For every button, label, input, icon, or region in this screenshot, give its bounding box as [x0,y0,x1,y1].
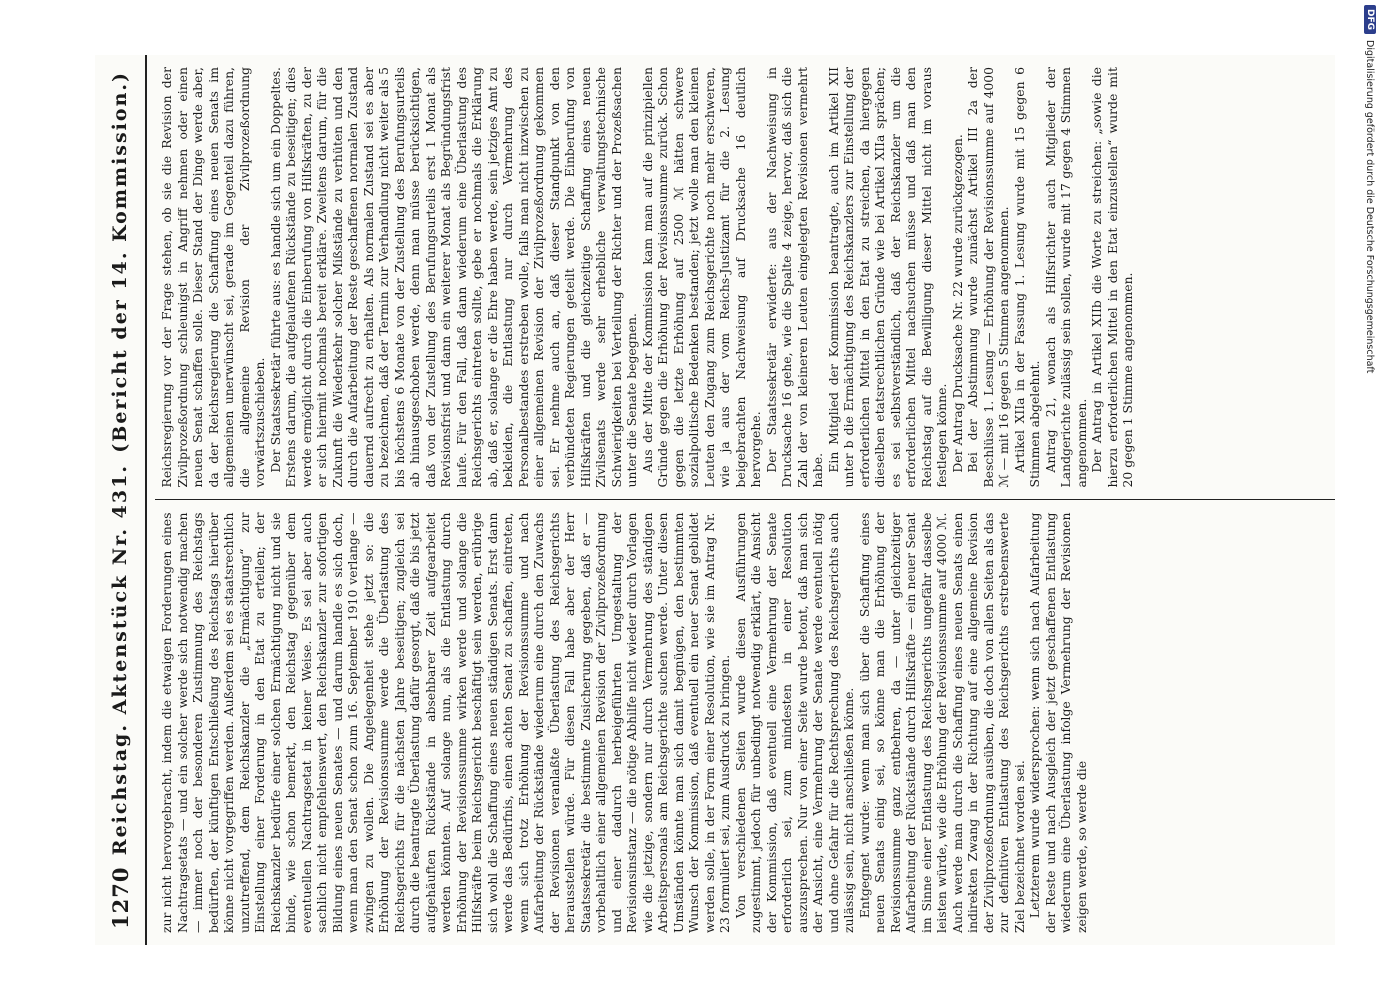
header-left-title: Reichstag. Aktenstück Nr. 431. [109,464,131,856]
header-right-title: (Bericht der 14. Kommission.) [109,71,131,453]
paragraph: Der Staatssekretär führte aus: es handle sich um ein Doppeltes. Erstens darum, die aufgelaufenen Rückstände zu beseitigen; dies werde ermöglicht durch die Einberufung von Hilfskräften, zu der er sich hiermit nochmals bereit erkläre. Zweitens darum, für die Zukunft die Wiederkehr solcher Mißstände zu verhüten und den durch die Aufarbeitung der Reste geschaffenen normalen Zustand dauernd aufrecht zu erhalten. Als normalen Zustand sei es aber zu bezeichnen, daß der Termin zur Verhandlung nicht weiter als 5 bis höchstens 6 Monate von der Zustellung des Berufungsurteils ab hinausgeschoben werde, denn man müsse berücksichtigen, daß von der Zustellung des Berufungsurteils erst 1 Monat als Revisionsfrist und dann ein weiterer Monat als Begründungsfrist laufe. Für den Fall, daß dann wiederum eine Überlastung des Reichsgerichts eintreten sollte, gebe er nochmals die Erklärung ab, daß er, solange er die Ehre haben werde, sein jetziges Amt zu bekleiden, die Entlastung nur durch Vermehrung des Personalbestandes erstreben wolle, falls man nicht inzwischen zu einer allgemeinen Revision der Zivilprozeßordnung gekommen sei. Er nehme auch an, daß dieser Standpunkt von den verbündeten Regierungen geteilt werde. Die Einberufung von Hilfskräften und die gleichzeitige Schaffung eines neuen Zivilsenats werde sehr erhebliche verwaltungstechnische Schwierigkeiten bei Verteilung der Richter und der Prozeßsachen unter die Senate begegnen. [267,67,639,488]
credit-text: Digitalisierung gefördert durch die Deutsche Forschungsgemeinschaft [1364,40,1376,374]
paragraph: Bei der Abstimmung wurde zunächst Artikel III 2a der Beschlüsse 1. Lesung — Erhöhung der Revisionssumme auf 4000 ℳ — mit 16 gegen 5 Stimmen angenommen. [965,67,1011,488]
text-columns [155,55,1335,945]
paragraph: Von verschiedenen Seiten wurde diesen Ausführungen zugestimmt, jedoch für unbedingt notwendig erklärt, die Ansicht der Kommission, daß eventuell eine Vermehrung der Senate erforderlich sei, zum mindesten in einer Resolution auszusprechen. Nur von einer Seite wurde betont, daß man sich der Ansicht, eine Vermehrung der Senate werde eventuell nötig und ohne Gefahr für die Rechtsprechung des Reichsgerichts auch zulässig sein, nicht anschließen könne. [732,512,856,933]
paragraph: zur nicht hervorgebracht, indem die etwaigen Forderungen eines Nachtragsetats — und ein solcher werde sich notwendig machen — immer noch der besonderen Zustimmung des Reichstags bedürften, der künftigen Entschließung des Reichstags hierüber könne nicht vorgegriffen werden. Außerdem sei es staatsrechtlich unzutreffend, dem Reichskanzler die „Ermächtigung“ zur Einstellung einer Forderung in den Etat zu erteilen; der Reichskanzler bedürfe einer solchen Ermächtigung nicht und sie binde, wie schon bemerkt, den Reichstag gegenüber dem eventuellen Nachtragsetat in keiner Weise. Es sei aber auch sachlich nicht empfehlenswert, den Reichskanzler zur sofortigen Bildung eines neuen Senates — und darum handle es sich doch, wenn man den Senat schon zum 16. September 1910 verlange — zwingen zu wollen. Die Angelegenheit stehe jetzt so: die Erhöhung der Revisionssumme werde die Überlastung des Reichsgerichts für die nächsten Jahre beseitigen; zugleich sei durch die beantragte Überlastung dafür gesorgt, daß die bis jetzt aufgehäuften Rückstände in absehbarer Zeit aufgearbeitet werden könnten. Auf solange nun, als die Entlastung durch Erhöhung der Revisionssumme wirken werde und solange die Hilfskräfte beim Reichsgericht beschäftigt sein werden, erübrige sich wohl die Schaffung eines neuen ständigen Senats. Erst dann werde das Bedürfnis, einen achten Senat zu schaffen, eintreten, wenn sich trotz Erhöhung der Revisionssumme und nach Aufarbeitung der Rückstände wiederum eine durch den Zuwachs der Revisionen veranlaßte Überlastung des Reichsgerichts herausstellen würde. Für diesen Fall habe aber der Herr Staatssekretär die bestimmte Zusicherung gegeben, daß er — vorbehaltlich einer allgemeinen Revision der Zivilprozeßordnung und einer dadurch herbeigeführten Umgestaltung der Revisionsinstanz — die nötige Abhilfe nicht wieder durch Vorlagen wie die jetzige, sondern nur durch Vermehrung des ständigen Arbeitspersonals am Reichsgerichte suchen werde. Unter diesen Umständen könnte man sich damit begnügen, den bestimmten Wunsch der Kommission, daß eventuell ein neuer Senat gebildet werden solle, in der Form einer Resolution, wie sie im Antrag Nr. 23 formuliert sei, zum Ausdruck zu bringen. [159,512,732,933]
paragraph: Aus der Mitte der Kommission kam man auf die prinzipiellen Gründe gegen die Erhöhung der Revisionssumme zurück. Schon gegen die letzte Erhöhung auf 2500 ℳ hätten schwere sozialpolitische Bedenken bestanden; jetzt wolle man den kleinen Leuten den Zugang zum Reichsgerichte noch mehr erschweren, wie ja aus der vom Reichs-Justizamt für die 2. Lesung beigebrachten Nachweisung auf Drucksache 16 deutlich hervorgehe. [639,67,763,488]
scanned-page [95,55,1335,945]
paragraph: Reichsregierung vor der Frage stehen, ob sie die Revision der Zivilprozeßordnung schleunigst in Angriff nehmen oder einen neuen Senat schaffen solle. Dieser Stand der Dinge werde aber, da der Reichsregierung die Schaffung eines neuen Senats im allgemeinen unerwünscht sei, gerade im Gegenteil dazu führen, die allgemeine Revision der Zivilprozeßordnung vorwärtszuschieben. [159,67,267,488]
page-number: 1270 [107,866,133,929]
paragraph: Letzterem wurde widersprochen: wenn sich nach Aufarbeitung der Reste und nach Ausgleich der jetzt geschaffenen Entlastung wiederum eine Überlastung infolge Vermehrung der Revisionen zeigen werde, so werde die [1027,512,1089,933]
paragraph: Der Antrag Drucksache Nr. 22 wurde zurückgezogen. [949,134,965,473]
rotated-page-content [95,55,1335,945]
paragraph: Ein Mitglied der Kommission beantragte, auch im Artikel XII unter b die Ermächtigung des Reichskanzlers zur Einstellung der erforderlichen Mittel in den Etat zu streichen, da hiergegen dieselben etatsrechtlichen Gründe wie bei Artikel XIIa sprächen; es sei selbstverständlich, daß der Reichskanzler um die erforderlichen Mittel nachsuchen müsse und daß man den Reichstag auf die Bewilligung dieser Mittel nicht im voraus festlegen könne. [825,67,949,488]
column-right [155,55,1335,501]
paragraph: Der Staatssekretär erwiderte: aus der Nachweisung in Drucksache 16 gehe, wie die Spalte 4 zeige, hervor, daß sich die Zahl der von kleineren Leuten eingelegten Revisionen vermehrt habe. [763,67,825,488]
dfg-logo-icon: DFG [1364,5,1376,34]
paragraph: Antrag 21, wonach als Hilfsrichter auch Mitglieder der Landgerichte zulässig sein sollen, wurde mit 17 gegen 4 Stimmen angenommen. [1042,67,1089,488]
page-header [95,55,147,945]
column-left [155,501,1335,946]
paragraph: Der Antrag in Artikel XIIb die Worte zu streichen: „sowie die hierzu erforderlichen Mittel in den Etat einzustellen“ wurde mit 20 gegen 1 Stimme angenommen. [1089,67,1135,488]
paragraph: Entgegnet wurde: wenn man sich über die Schaffung eines neuen Senats einig sei, so könne man die Erhöhung der Revisionssumme ganz entbehren, da — unter gleichzeitiger Aufarbeitung der Rückstände durch Hilfskräfte — ein neuer Senat im Sinne einer Entlastung des Reichsgerichts ungefähr dasselbe leisten würde, wie die Erhöhung der Revisionssumme auf 4000 ℳ. Auch werde man durch die Schaffung eines neuen Senats einen indirekten Zwang in der Richtung auf eine allgemeine Revision der Zivilprozeßordnung ausüben, die doch von allen Seiten als das zur definitiven Entlastung des Reichsgerichts erstrebenswerte Ziel bezeichnet worden sei. [856,512,1027,933]
digitization-credit [1360,5,1380,995]
paragraph: Artikel XIIa in der Fassung 1. Lesung wurde mit 15 gegen 6 Stimmen abgelehnt. [1011,67,1042,488]
